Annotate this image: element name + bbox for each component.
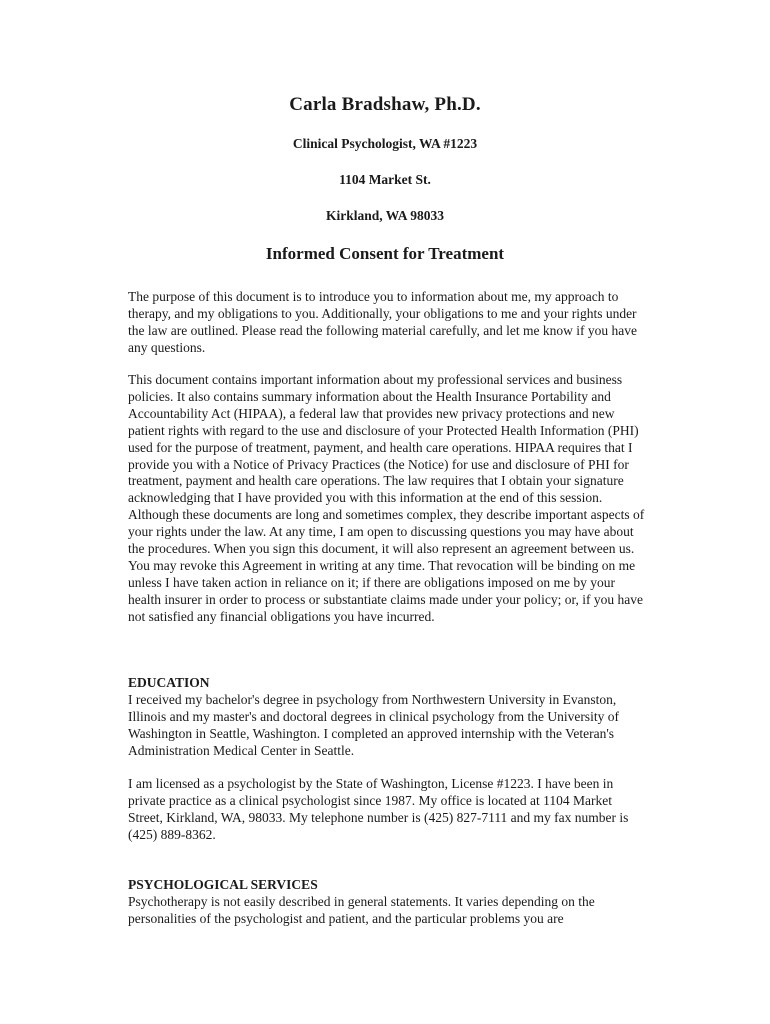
education-heading: EDUCATION [128, 675, 210, 690]
document-title: Informed Consent for Treatment [265, 244, 505, 263]
services-heading: PSYCHOLOGICAL SERVICES [128, 877, 318, 892]
services-paragraph: Psychotherapy is not easily described in general statements. It varies depending on the personalities of the psychologist and patient, and the particular problems you are [128, 894, 595, 926]
author-name: Carla Bradshaw, Ph.D. [289, 94, 481, 115]
address-city: Kirkland, WA 98033 [326, 208, 444, 223]
author-credential: Clinical Psychologist, WA #1223 [292, 136, 478, 151]
intro-paragraph: The purpose of this document is to introduce you to information about me, my approach to therapy, and my obligations to you. Additionally, your obligations to me and your rights under the law are outlined. Please read the following material carefully, and let me know if you have any questions. [128, 289, 637, 355]
hipaa-paragraph: This document contains important information about my professional services and business policies. It also contains summary information about the Health Insurance Portability and Accountability Act (HIPAA), a federal law that provides new privacy protections and new patient rights with regard to the use and disclosure of your Protected Health Information (PHI) used for the purpose of treatment, payment, and health care operations. HIPAA requires that I provide you with a Notice of Privacy Practices (the Notice) for use and disclosure of PHI for treatment, payment and health care operations. The law requires that I obtain your signature acknowledging that I have provided you with this information at the end of this session. Although these documents are long and sometimes complex, they describe important aspects of your rights under the law. At any time, I am open to discussing questions you may have about the procedures. When you sign this document, it will also represent an agreement between us. You may revoke this Agreement in writing at any time. That revocation will be binding on me unless I have taken action in reliance on it; if there are obligations imposed on me by your health insurer in order to process or substantiate claims made under your policy; or, if you have not satisfied any financial obligations you have incurred. [128, 372, 645, 624]
license-paragraph: I am licensed as a psychologist by the State of Washington, License #1223. I have been in private practice as a clinical psychologist since 1987. My office is located at 1104 Market Street, Kirkland, WA, 98033. My telephone number is (425) 827-7111 and my fax number is (425) 889-8362. [128, 776, 629, 842]
address-street: 1104 Market St. [339, 172, 431, 187]
education-paragraph: I received my bachelor's degree in psychology from Northwestern University in Evanston, Illinois and my master's and doctoral degrees in clinical psychology from the University of Washington in Seattle, Washington. I completed an approved internship with the Veteran's Administration Medical Center in Seattle. [128, 692, 619, 758]
